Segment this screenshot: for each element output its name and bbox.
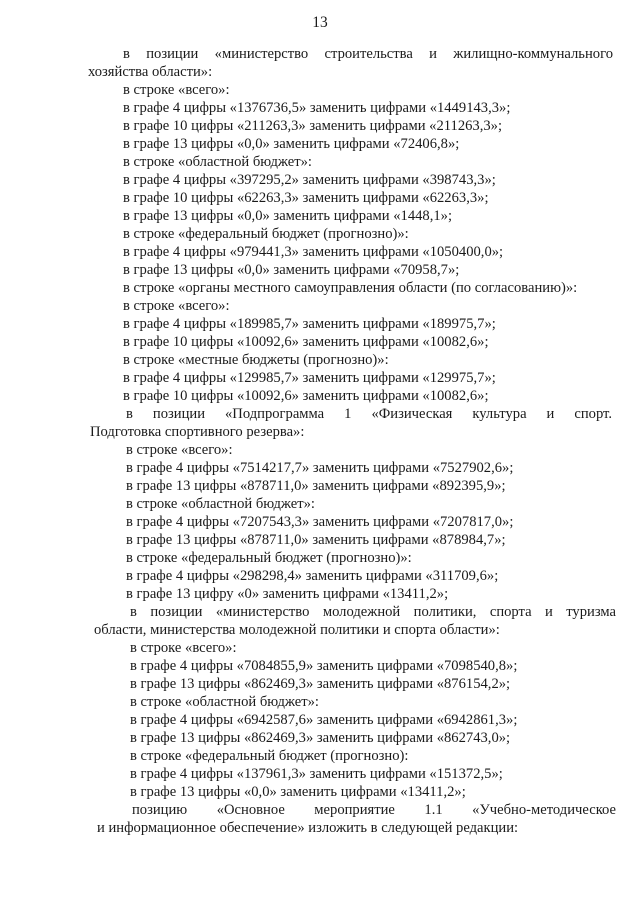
text-line: в строке «органы местного самоуправления области (по согласованию)»: (123, 280, 578, 296)
text-line: в строке «местные бюджеты (прогнозно)»: (123, 352, 389, 368)
text-line: в графе 4 цифры «979441,3» заменить цифрами «1050400,0»; (123, 244, 504, 260)
text-line: в графе 4 цифры «137961,3» заменить цифрами «151372,5»; (130, 766, 503, 782)
text-line: в графе 4 цифры «298298,4» заменить цифрами «311709,6»; (126, 568, 499, 584)
text-line: в графе 13 цифры «878711,0» заменить цифрами «878984,7»; (126, 532, 506, 548)
text-line: в графе 4 цифры «129985,7» заменить цифрами «129975,7»; (123, 370, 496, 386)
text-line: в строке «федеральный бюджет (прогнозно): (130, 748, 409, 764)
text-line: в позиции «министерство молодежной политики, спорта и туризма (130, 604, 616, 620)
text-line: в строке «всего»: (123, 298, 230, 314)
text-line: в графе 13 цифры «862469,3» заменить цифрами «862743,0»; (130, 730, 511, 746)
text-line: в строке «всего»: (123, 82, 230, 98)
text-line: в строке «федеральный бюджет (прогнозно)»: (123, 226, 409, 242)
text-line: в строке «всего»: (130, 640, 237, 656)
text-line: и информационное обеспечение» изложить в следующей редакции: (97, 820, 519, 836)
text-line: в графе 10 цифры «10092,6» заменить цифрами «10082,6»; (123, 334, 489, 350)
text-line: в графе 4 цифры «7084855,9» заменить цифрами «7098540,8»; (130, 658, 518, 674)
text-line: в графе 4 цифры «6942587,6» заменить цифрами «6942861,3»; (130, 712, 518, 728)
text-line: в графе 13 цифры «878711,0» заменить цифрами «892395,9»; (126, 478, 506, 494)
text-line: в графе 13 цифру «0» заменить цифрами «13411,2»; (126, 586, 449, 602)
text-line: в строке «областной бюджет»: (126, 496, 315, 512)
text-line: в графе 13 цифры «0,0» заменить цифрами «1448,1»; (123, 208, 453, 224)
text-line: в графе 13 цифры «862469,3» заменить цифрами «876154,2»; (130, 676, 511, 692)
text-line: в графе 13 цифры «0,0» заменить цифрами «70958,7»; (123, 262, 460, 278)
text-line: в графе 4 цифры «7207543,3» заменить цифрами «7207817,0»; (126, 514, 514, 530)
text-line: в строке «федеральный бюджет (прогнозно)»: (126, 550, 412, 566)
text-line: в строке «областной бюджет»: (130, 694, 319, 710)
text-line: в графе 13 цифры «0,0» заменить цифрами «72406,8»; (123, 136, 460, 152)
page-number: 13 (312, 14, 328, 31)
text-line: в графе 13 цифры «0,0» заменить цифрами «13411,2»; (130, 784, 466, 800)
text-line: в графе 4 цифры «189985,7» заменить цифрами «189975,7»; (123, 316, 496, 332)
text-line: в графе 10 цифры «211263,3» заменить цифрами «211263,3»; (123, 118, 503, 134)
text-line: в графе 4 цифры «1376736,5» заменить цифрами «1449143,3»; (123, 100, 511, 116)
text-line: в строке «областной бюджет»: (123, 154, 312, 170)
text-line: области, министерства молодежной политики и спорта области»: (94, 622, 500, 638)
text-line: позицию «Основное мероприятие 1.1 «Учебно-методическое (132, 802, 616, 818)
text-line: в позиции «Подпрограмма 1 «Физическая культура и спорт. (126, 406, 612, 422)
text-line: в строке «всего»: (126, 442, 233, 458)
text-line: Подготовка спортивного резерва»: (90, 424, 305, 440)
text-line: в графе 10 цифры «10092,6» заменить цифрами «10082,6»; (123, 388, 489, 404)
text-line: в графе 4 цифры «397295,2» заменить цифрами «398743,3»; (123, 172, 496, 188)
text-line: в графе 4 цифры «7514217,7» заменить цифрами «7527902,6»; (126, 460, 514, 476)
text-line: в графе 10 цифры «62263,3» заменить цифрами «62263,3»; (123, 190, 489, 206)
text-line: хозяйства области»: (88, 64, 213, 80)
text-line: в позиции «министерство строительства и жилищно-коммунального (123, 46, 613, 62)
